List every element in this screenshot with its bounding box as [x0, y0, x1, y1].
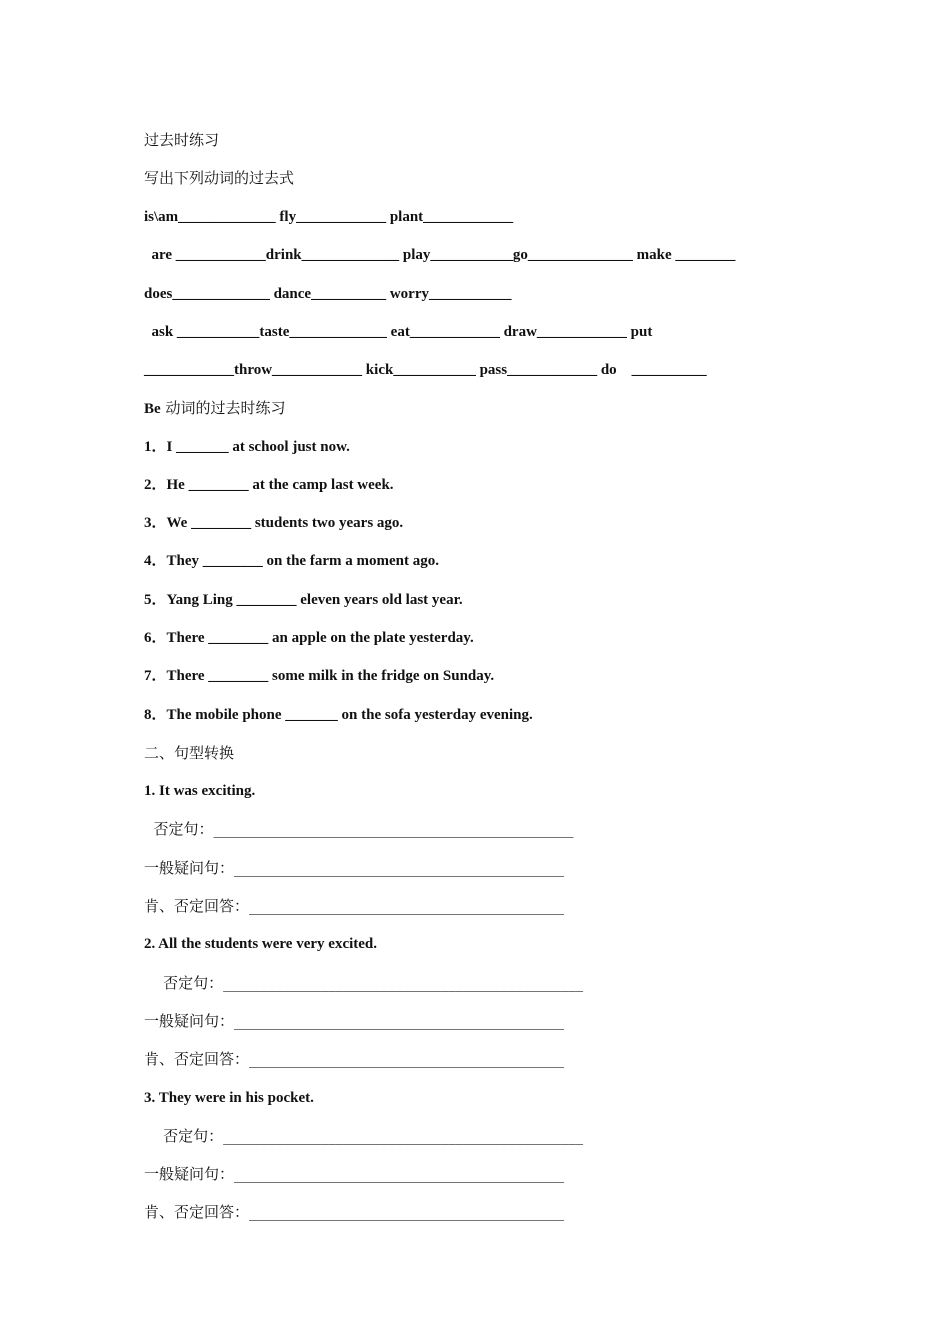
be-heading-cn: 动词的过去时练习 — [160, 399, 286, 417]
question-answer-line-1[interactable]: 一般疑问句：____________________________________________ — [144, 859, 565, 877]
verb-line-1: is\am_____________ fly____________ plant____________ — [144, 209, 514, 225]
short-answers-line-1[interactable]: 肯、否定回答：__________________________________________ — [144, 897, 565, 915]
be-item-3: 3．We ________ students two years ago. — [144, 515, 404, 531]
verb-line-2: are ____________drink_____________ play___________go______________ make ________ — [144, 247, 736, 263]
verb-line-3: does_____________ dance__________ worry___________ — [144, 286, 512, 302]
negative-answer-line-2[interactable]: 否定句：________________________________________________ — [144, 974, 584, 992]
negative-answer-line-1[interactable]: 否定句：________________________________________________ — [144, 820, 574, 838]
transform-sentence-2: 2. All the students were very excited. — [144, 936, 378, 952]
be-item-7: 7．There ________ some milk in the fridge on Sunday. — [144, 668, 495, 684]
be-item-2: 2．He ________ at the camp last week. — [144, 477, 394, 493]
verb-instruction: 写出下列动词的过去式 — [144, 169, 295, 187]
question-answer-line-3[interactable]: 一般疑问句：____________________________________________ — [144, 1165, 565, 1183]
be-item-6: 6．There ________ an apple on the plate yesterday. — [144, 630, 474, 646]
short-answers-line-2[interactable]: 肯、否定回答：__________________________________________ — [144, 1050, 565, 1068]
short-answers-line-3[interactable]: 肯、否定回答：__________________________________________ — [144, 1203, 565, 1221]
transform-section-heading: 二、句型转换 — [144, 744, 235, 762]
be-heading-en: Be — [144, 401, 161, 417]
be-item-1: 1．I _______ at school just now. — [144, 439, 350, 455]
be-item-5: 5．Yang Ling ________ eleven years old last year. — [144, 592, 463, 608]
worksheet-title: 过去时练习 — [144, 131, 220, 149]
transform-sentence-1: 1. It was exciting. — [144, 783, 256, 799]
be-item-8: 8．The mobile phone _______ on the sofa yesterday evening. — [144, 707, 533, 723]
be-section-heading — [144, 398, 285, 419]
be-item-4: 4．They ________ on the farm a moment ago. — [144, 553, 439, 569]
verb-line-5: ____________throw____________ kick___________ pass____________ do __________ — [144, 362, 707, 378]
question-answer-line-2[interactable]: 一般疑问句：____________________________________________ — [144, 1012, 565, 1030]
negative-answer-line-3[interactable]: 否定句：________________________________________________ — [144, 1127, 584, 1145]
verb-line-4: ask ___________taste_____________ eat____________ draw____________ put — [144, 324, 653, 340]
transform-sentence-3: 3. They were in his pocket. — [144, 1090, 314, 1106]
